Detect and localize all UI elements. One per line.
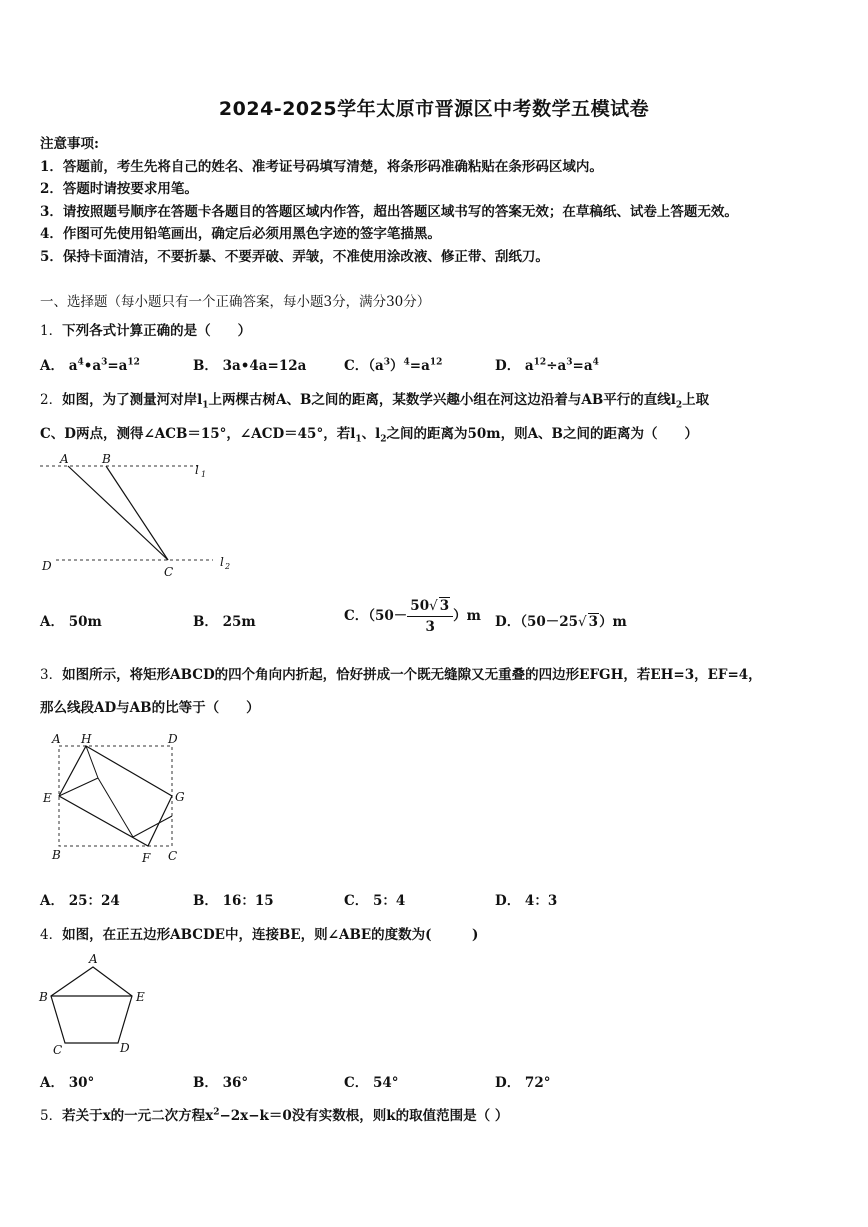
label-d: D bbox=[168, 732, 178, 746]
option-label: A． bbox=[40, 1075, 64, 1091]
option-text: ）m bbox=[599, 614, 627, 630]
question-text: 下列各式计算正确的是（ ） bbox=[62, 323, 252, 339]
option-text: ） bbox=[390, 358, 404, 374]
question-text: 如图，为了测量河对岸l bbox=[62, 392, 203, 408]
exponent: 12 bbox=[533, 357, 547, 368]
q1-option-a[interactable] bbox=[40, 354, 140, 374]
option-label: D． bbox=[495, 614, 521, 630]
q1-option-b[interactable] bbox=[193, 354, 306, 374]
option-label: B． bbox=[193, 358, 218, 374]
option-text: ）m bbox=[453, 608, 481, 624]
question-text: 那么线段AD与AB的比等于（ ） bbox=[40, 700, 260, 716]
exponent: 3 bbox=[566, 357, 573, 368]
option-label: A． bbox=[40, 614, 64, 630]
notes-heading: 注意事项: bbox=[40, 136, 99, 152]
quad-efgh bbox=[59, 746, 172, 846]
option-text: 5：4 bbox=[372, 893, 406, 909]
exponent: 12 bbox=[127, 357, 140, 368]
question-4 bbox=[40, 923, 478, 943]
question-3-line-2 bbox=[40, 696, 260, 716]
label-c: C bbox=[164, 565, 174, 579]
segment-bc bbox=[106, 466, 168, 560]
q3-option-c[interactable] bbox=[344, 889, 405, 909]
option-text: 3a•4a=12a bbox=[222, 358, 307, 374]
q4-pentagon-figure bbox=[36, 950, 156, 1060]
label-d: D bbox=[120, 1041, 130, 1055]
option-text: 36° bbox=[222, 1075, 249, 1091]
subscript: 1 bbox=[355, 434, 362, 445]
label-a: A bbox=[60, 452, 69, 466]
fraction: $\frac{50√ 3}{3}$ bbox=[407, 596, 453, 637]
label-e: E bbox=[43, 791, 52, 805]
note-item-1: 1．答题前，考生先将自己的姓名、准考证号码填写清楚，将条形码准确粘贴在条形码区域内。 bbox=[40, 159, 603, 175]
radicand: 3 bbox=[439, 598, 450, 614]
question-text: 、l bbox=[361, 426, 381, 442]
option-label: D． bbox=[495, 1075, 521, 1091]
question-text: C、D两点，测得∠ACB＝15°，∠ACD＝45°，若l bbox=[40, 426, 356, 442]
q4-option-d[interactable] bbox=[495, 1071, 550, 1091]
q2-option-a[interactable] bbox=[40, 610, 102, 630]
option-text: •a bbox=[83, 358, 102, 374]
label-b: B bbox=[52, 848, 61, 862]
option-text: （50－ bbox=[368, 608, 408, 624]
note-item-3: 3．请按照题号顺序在答题卡各题目的答题区域内作答，超出答题区域书写的答案无效；在草稿纸、试卷上答题无效。 bbox=[40, 204, 738, 220]
label-h: H bbox=[81, 732, 92, 746]
label-e: E bbox=[136, 990, 145, 1004]
fraction-numerator: 50 bbox=[410, 598, 430, 614]
question-number: 2． bbox=[40, 392, 63, 408]
question-number: 1． bbox=[40, 323, 63, 339]
q1-option-c[interactable] bbox=[344, 354, 442, 374]
q4-option-c[interactable] bbox=[344, 1071, 399, 1091]
label-c: C bbox=[168, 849, 178, 863]
q4-option-a[interactable] bbox=[40, 1071, 94, 1091]
section-heading: 一、选择题（每小题只有一个正确答案，每小题3分，满分30分） bbox=[40, 294, 431, 310]
note-item-4: 4．作图可先使用铅笔画出，确定后必须用黑色字迹的签字笔描黑。 bbox=[40, 226, 441, 242]
exponent: 3 bbox=[383, 357, 391, 368]
label-a: A bbox=[89, 952, 98, 966]
option-text: 50m bbox=[68, 614, 102, 630]
q2-river-figure bbox=[38, 448, 238, 583]
label-l2-sub: 2 bbox=[225, 562, 231, 571]
label-b: B bbox=[102, 452, 111, 466]
question-text: 如图，在正五边形ABCDE中，连接BE，则∠ABE的度数为( ) bbox=[62, 927, 479, 943]
label-g: G bbox=[175, 790, 185, 804]
subscript: 1 bbox=[202, 400, 209, 411]
label-f: F bbox=[142, 851, 151, 865]
option-text: 54° bbox=[372, 1075, 399, 1091]
subscript: 2 bbox=[675, 400, 683, 411]
option-label: B． bbox=[193, 893, 218, 909]
subscript: 2 bbox=[380, 434, 387, 445]
option-label: A． bbox=[40, 893, 64, 909]
radicand: 3 bbox=[588, 614, 599, 630]
option-text: 25：24 bbox=[68, 893, 120, 909]
question-number: 4． bbox=[40, 927, 63, 943]
option-label: C． bbox=[344, 893, 369, 909]
page-title: 2024-2025学年太原市晋源区中考数学五模试卷 bbox=[218, 98, 650, 120]
exponent: 4 bbox=[592, 357, 599, 368]
question-number: 5． bbox=[40, 1108, 63, 1124]
question-2 bbox=[40, 388, 709, 411]
option-text: ÷a bbox=[546, 358, 567, 374]
option-text: 30° bbox=[68, 1075, 95, 1091]
option-label: D． bbox=[495, 358, 521, 374]
exponent: 4 bbox=[77, 357, 84, 368]
label-l1: l bbox=[195, 463, 199, 477]
exponent: 4 bbox=[403, 357, 410, 368]
option-label: C． bbox=[344, 1075, 369, 1091]
q1-option-d[interactable] bbox=[495, 354, 599, 374]
question-text: 若关于x的一元二次方程x bbox=[62, 1108, 214, 1124]
fold-line-4 bbox=[133, 816, 172, 837]
q2-option-d[interactable]: D．（50－25√ 3）m bbox=[495, 614, 627, 630]
exponent: 12 bbox=[429, 357, 443, 368]
label-a: A bbox=[52, 732, 61, 746]
note-item-2: 2．答题时请按要求用笔。 bbox=[40, 181, 198, 197]
q3-option-a[interactable] bbox=[40, 889, 120, 909]
question-text: −2x−k＝0没有实数根，则k的取值范围是（ ） bbox=[219, 1108, 509, 1124]
fold-line-1 bbox=[59, 778, 98, 796]
option-text: （a bbox=[368, 358, 384, 374]
option-label: C． bbox=[344, 358, 369, 374]
question-text: 上两棵古树A、B之间的距离，某数学兴趣小组在河这边沿着与AB平行的直线l bbox=[208, 392, 676, 408]
option-text: 72° bbox=[524, 1075, 551, 1091]
option-label: C． bbox=[344, 608, 369, 624]
option-text: a bbox=[68, 358, 78, 374]
q2-option-c[interactable] bbox=[344, 596, 481, 637]
q3-option-d[interactable] bbox=[495, 889, 557, 909]
option-text: 16：15 bbox=[222, 893, 274, 909]
option-text: 25m bbox=[222, 614, 256, 630]
label-d: D bbox=[42, 559, 52, 573]
option-text: 4：3 bbox=[524, 893, 558, 909]
pentagon-abcde bbox=[51, 967, 132, 1043]
question-text: 之间的距离为50m，则A、B之间的距离为（ ） bbox=[386, 426, 698, 442]
label-b: B bbox=[39, 990, 48, 1004]
option-label: D． bbox=[495, 893, 521, 909]
option-text: =a bbox=[409, 358, 430, 374]
segment-ac bbox=[68, 466, 168, 560]
exponent: 3 bbox=[101, 357, 108, 368]
label-l2: l bbox=[220, 555, 224, 569]
question-text: 上取 bbox=[682, 392, 710, 408]
option-label: A． bbox=[40, 358, 64, 374]
option-text: =a bbox=[107, 358, 128, 374]
option-label: B． bbox=[193, 614, 218, 630]
option-text: （50－25 bbox=[520, 614, 579, 630]
q3-rectangle-figure bbox=[38, 726, 198, 868]
option-text: a bbox=[524, 358, 534, 374]
label-c: C bbox=[53, 1043, 63, 1057]
q4-option-b[interactable] bbox=[193, 1071, 248, 1091]
question-text: 如图所示，将矩形ABCD的四个角向内折起，恰好拼成一个既无缝隙又无重叠的四边形EFGH，若EH=3，EF=4， bbox=[62, 667, 762, 683]
exponent: 2 bbox=[213, 1107, 220, 1118]
question-3 bbox=[40, 663, 762, 683]
option-text: =a bbox=[572, 358, 593, 374]
fold-line-2 bbox=[86, 746, 98, 778]
question-number: 3． bbox=[40, 667, 63, 683]
question-5 bbox=[40, 1104, 508, 1124]
q2-option-b[interactable] bbox=[193, 610, 256, 630]
q3-option-b[interactable] bbox=[193, 889, 274, 909]
question-2-line-2 bbox=[40, 422, 698, 445]
question-1 bbox=[40, 319, 251, 339]
label-l1-sub: 1 bbox=[201, 470, 207, 479]
fraction-denominator: 3 bbox=[425, 619, 435, 635]
option-label: B． bbox=[193, 1075, 218, 1091]
note-item-5: 5．保持卡面清洁，不要折暴、不要弄破、弄皱，不准使用涂改液、修正带、刮纸刀。 bbox=[40, 249, 549, 265]
